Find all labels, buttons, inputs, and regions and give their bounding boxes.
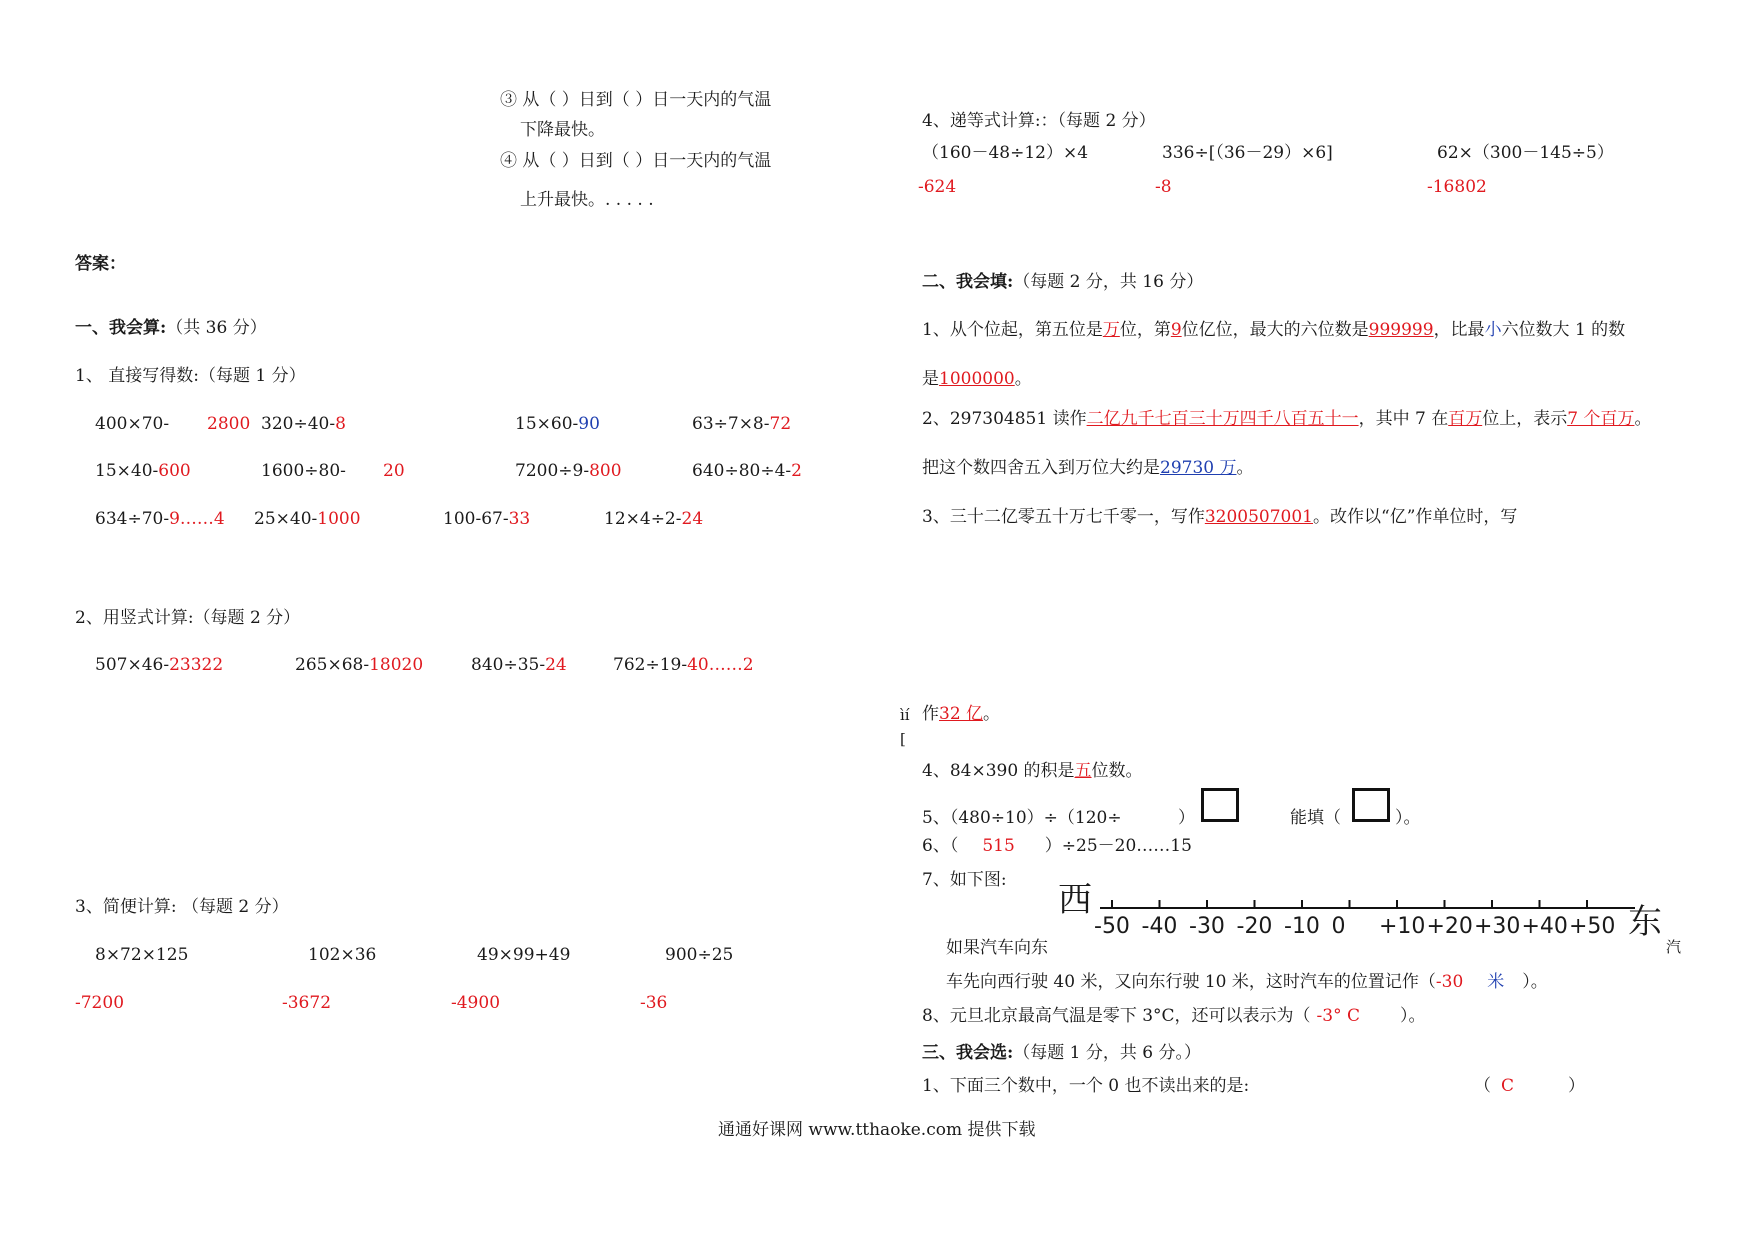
s3-q1-open: （ <box>1474 1076 1491 1096</box>
s2-q7-title: 7、如下图: <box>922 870 1007 890</box>
calc-expression: 63÷7×8- <box>692 414 770 434</box>
calc-expression: 25×40- <box>254 509 318 529</box>
calc-item <box>254 509 361 529</box>
q1-text-a: 1、从个位起，第五位是 <box>922 320 1103 340</box>
s2-q4 <box>922 761 1143 781</box>
q7-text-d: 车先向西行驶 40 米，又向东行驶 10 米，这时汽车的位置记作（ <box>946 972 1436 992</box>
tick-label: -50 <box>1094 914 1130 939</box>
s2-q6 <box>922 836 1192 856</box>
q1-text-c: 位，第 <box>1119 320 1171 340</box>
calc-expression: 634÷70- <box>95 509 170 529</box>
q2-answer-reading: 二亿九千七百三十万四千八百五十一 <box>1086 409 1359 429</box>
s1-q1-title: 1、 直接写得数:（每题 1 分） <box>75 366 306 386</box>
s2-q7-if: 如果汽车向东 <box>946 938 1048 958</box>
recurrence-answer: -16802 <box>1427 177 1487 197</box>
q2-answer-place: 百万 <box>1448 409 1483 429</box>
s3-title-bold: 三、我会选: <box>922 1043 1014 1063</box>
simple-calc-answer: -3672 <box>282 993 332 1013</box>
q3-text-c: 。改作以“亿”作单位时，写 <box>1313 507 1518 527</box>
vertical-calc-item <box>95 655 223 675</box>
s2-q7-car-cut: 汽 <box>1666 938 1682 956</box>
simple-calc-answer: -7200 <box>75 993 125 1013</box>
tick-label: -30 <box>1189 914 1225 939</box>
recurrence-answer: -624 <box>918 177 957 197</box>
calc-expression: 1600÷80- <box>261 461 346 481</box>
calc-answer: 23322 <box>169 655 224 675</box>
s2-q5-paren: ） <box>1178 808 1195 828</box>
calc-item <box>692 414 791 434</box>
calc-expression: 762÷19- <box>613 655 688 675</box>
q1-text-e: 位亿位，最大的六位数是 <box>1181 320 1369 340</box>
q7-text-g: ）。 <box>1522 972 1548 992</box>
s2-q3-line1 <box>922 507 1517 527</box>
simple-calc-expression: 900÷25 <box>665 945 734 965</box>
s2-title-suffix: （每题 2 分，共 16 分） <box>1013 272 1204 292</box>
s2-q5-end: ）。 <box>1395 808 1421 828</box>
calc-expression: 15×40- <box>95 461 159 481</box>
calc-expression: 320÷40- <box>261 414 336 434</box>
calc-expression: 265×68- <box>295 655 370 675</box>
s3-title-suffix: （每题 1 分，共 6 分。） <box>1013 1043 1202 1063</box>
q4-text-c: 位数。 <box>1091 761 1143 781</box>
s1-q2-title: 2、用竖式计算:（每题 2 分） <box>75 608 301 628</box>
q1-answer-wan: 万 <box>1102 320 1120 340</box>
calc-item <box>604 509 703 529</box>
q7-unit: 米 <box>1487 972 1505 992</box>
calc-item <box>95 461 191 481</box>
q8-answer: -3° C <box>1316 1006 1361 1026</box>
calc-expression: 507×46- <box>95 655 170 675</box>
s2-q1-line2 <box>922 369 1032 389</box>
q8-text-c: ）。 <box>1400 1006 1426 1026</box>
s3-q1-answer: C <box>1501 1076 1515 1096</box>
tick-label: +10 <box>1379 914 1426 939</box>
calc-expression: 100-67- <box>443 509 509 529</box>
calc-item <box>515 414 600 434</box>
q6-answer: 515 <box>982 836 1015 856</box>
s2-title-bold: 二、我会填: <box>922 272 1014 292</box>
q1-text-i: 六位数大 1 的数 <box>1501 320 1626 340</box>
s1-q3-title: 3、简便计算: （每题 2 分） <box>75 897 289 917</box>
s2-q2-line1 <box>922 409 1651 429</box>
calc-item <box>95 414 169 434</box>
tick-label: +20 <box>1426 914 1473 939</box>
calc-answer: 2 <box>791 461 802 481</box>
answer-box-2 <box>1352 788 1390 822</box>
tick-label: +50 <box>1569 914 1616 939</box>
q1-text-l: 。 <box>1014 369 1032 389</box>
vertical-calc-item <box>613 655 754 675</box>
q2-answer-round: 29730 万 <box>1160 458 1237 478</box>
s1-title-suffix: （共 36 分） <box>166 318 267 338</box>
tick-label: +30 <box>1474 914 1521 939</box>
tick-label: -20 <box>1236 914 1273 939</box>
q2-text-g: 。 <box>1634 409 1652 429</box>
s4-title: 4、递等式计算:：（每题 2 分） <box>922 111 1156 131</box>
q4-line2: 上升最快。. . . . . <box>520 190 654 210</box>
q4-answer: 五 <box>1074 761 1092 781</box>
calc-expression: 400×70- <box>95 414 170 434</box>
calc-expression: 840÷35- <box>471 655 546 675</box>
q1-answer-9: 9 <box>1170 320 1182 340</box>
q2-text-a: 2、297304851 读作 <box>922 409 1087 429</box>
q3-answer-yi: 32 亿 <box>939 704 984 724</box>
q2-text-e: 位上，表示 <box>1482 409 1568 429</box>
simple-calc-expression: 8×72×125 <box>95 945 189 965</box>
q1-text-g: ，比最 <box>1433 320 1485 340</box>
calc-answer: 18020 <box>369 655 424 675</box>
s2-q8 <box>922 1006 1426 1026</box>
s2-q5-text: 5、（480÷10）÷（120÷ <box>922 808 1122 828</box>
q4-line1: ④ 从（ ）日到（ ）日一天内的气温 <box>500 151 772 171</box>
s1-title <box>75 318 267 338</box>
simple-calc-answer: -36 <box>640 993 668 1013</box>
simple-calc-answer: -4900 <box>451 993 501 1013</box>
calc-answer: 90 <box>578 414 600 434</box>
s3-q1-close: ） <box>1568 1076 1586 1096</box>
tick-label: 0 <box>1331 914 1346 939</box>
s2-q2-line2 <box>922 458 1253 478</box>
q3-text-f: 。 <box>983 704 1001 724</box>
tick-label: -40 <box>1141 914 1178 939</box>
s3-title <box>922 1043 1201 1063</box>
q6-text-c: ）÷25－20……15 <box>1044 836 1192 856</box>
calc-expression: 640÷80÷4- <box>692 461 792 481</box>
recurrence-expression: 336÷[（36－29）×6] <box>1162 143 1333 163</box>
calc-answer: 600 <box>158 461 191 481</box>
calc-item <box>261 461 346 481</box>
vertical-calc-item <box>471 655 567 675</box>
calc-answer: 1000 <box>317 509 361 529</box>
answer-box-1 <box>1201 788 1239 822</box>
recurrence-expression: 62×（300－145÷5） <box>1437 143 1614 163</box>
q3-line1: ③ 从（ ）日到（ ）日一天内的气温 <box>500 90 772 110</box>
q8-text-a: 8、元旦北京最高气温是零下 3°C，还可以表示为（ <box>922 1006 1311 1026</box>
calc-item <box>443 509 530 529</box>
simple-calc-expression: 49×99+49 <box>477 945 571 965</box>
calc-answer: 2800 <box>207 414 251 434</box>
s2-q3-line2 <box>922 704 1000 724</box>
footer-text: 通通好课网 www.tthaoke.com 提供下载 <box>718 1120 1036 1140</box>
q1-answer-1000000: 1000000 <box>939 369 1015 389</box>
margin-mark-1: ìí <box>900 706 910 724</box>
s2-q5-can-fill: 能填（ <box>1290 808 1341 828</box>
east-label: 东 <box>1628 902 1662 942</box>
calc-answer: 72 <box>769 414 792 434</box>
s3-q1-text: 1、下面三个数中，一个 0 也不读出来的是: <box>922 1076 1250 1096</box>
calc-answer: 33 <box>508 509 531 529</box>
s3-q1-answer-wrap <box>1474 1076 1585 1096</box>
q7-answer: -30 <box>1435 972 1464 992</box>
recurrence-answer: -8 <box>1155 177 1172 197</box>
margin-mark-2: [ <box>900 730 906 748</box>
q3-line2: 下降最快。 <box>520 120 605 140</box>
calc-item <box>95 509 225 529</box>
answer-title: 答案： <box>75 254 126 274</box>
q1-answer-999999: 999999 <box>1368 320 1434 340</box>
s2-q1-line1 <box>922 320 1625 340</box>
tick-marks <box>1112 900 1587 908</box>
tick-label: -10 <box>1284 914 1320 939</box>
q2-text-c: ，其中 7 在 <box>1358 409 1449 429</box>
tick-label: +40 <box>1521 914 1568 939</box>
q3-answer-number: 3200507001 <box>1204 507 1313 527</box>
s1-title-bold: 一、我会算: <box>75 318 167 338</box>
calc-expression: 15×60- <box>515 414 579 434</box>
vertical-calc-item <box>295 655 423 675</box>
q6-text-a: 6、（ <box>922 836 959 856</box>
s2-title <box>922 272 1203 292</box>
calc-item <box>515 461 622 481</box>
calc-answer: 800 <box>589 461 622 481</box>
calc-expression: 12×4÷2- <box>604 509 682 529</box>
calc-item <box>692 461 802 481</box>
calc-answer: 8 <box>335 414 346 434</box>
q2-answer-meaning: 7 个百万 <box>1567 409 1635 429</box>
calc-item <box>261 414 346 434</box>
q1-text-j: 是 <box>922 369 939 389</box>
simple-calc-expression: 102×36 <box>308 945 377 965</box>
s2-q7-line2 <box>946 972 1548 992</box>
q3-text-d: 作 <box>922 704 939 724</box>
q4-text-a: 4、84×390 的积是 <box>922 761 1075 781</box>
q2-text-j: 。 <box>1236 458 1254 478</box>
q2-text-h: 把这个数四舍五入到万位大约是 <box>922 458 1160 478</box>
recurrence-expression: （160－48÷12）×4 <box>922 143 1089 163</box>
calc-expression: 7200÷9- <box>515 461 590 481</box>
q1-text-h: 小 <box>1484 320 1502 340</box>
calc-answer: 40……2 <box>687 655 754 675</box>
q3-text-a: 3、三十二亿零五十万七千零一，写作 <box>922 507 1205 527</box>
calc-answer: 20 <box>383 461 405 481</box>
calc-answer: 9……4 <box>169 509 225 529</box>
west-label: 西 <box>1058 880 1092 920</box>
calc-answer: 24 <box>681 509 704 529</box>
calc-answer: 24 <box>545 655 567 675</box>
